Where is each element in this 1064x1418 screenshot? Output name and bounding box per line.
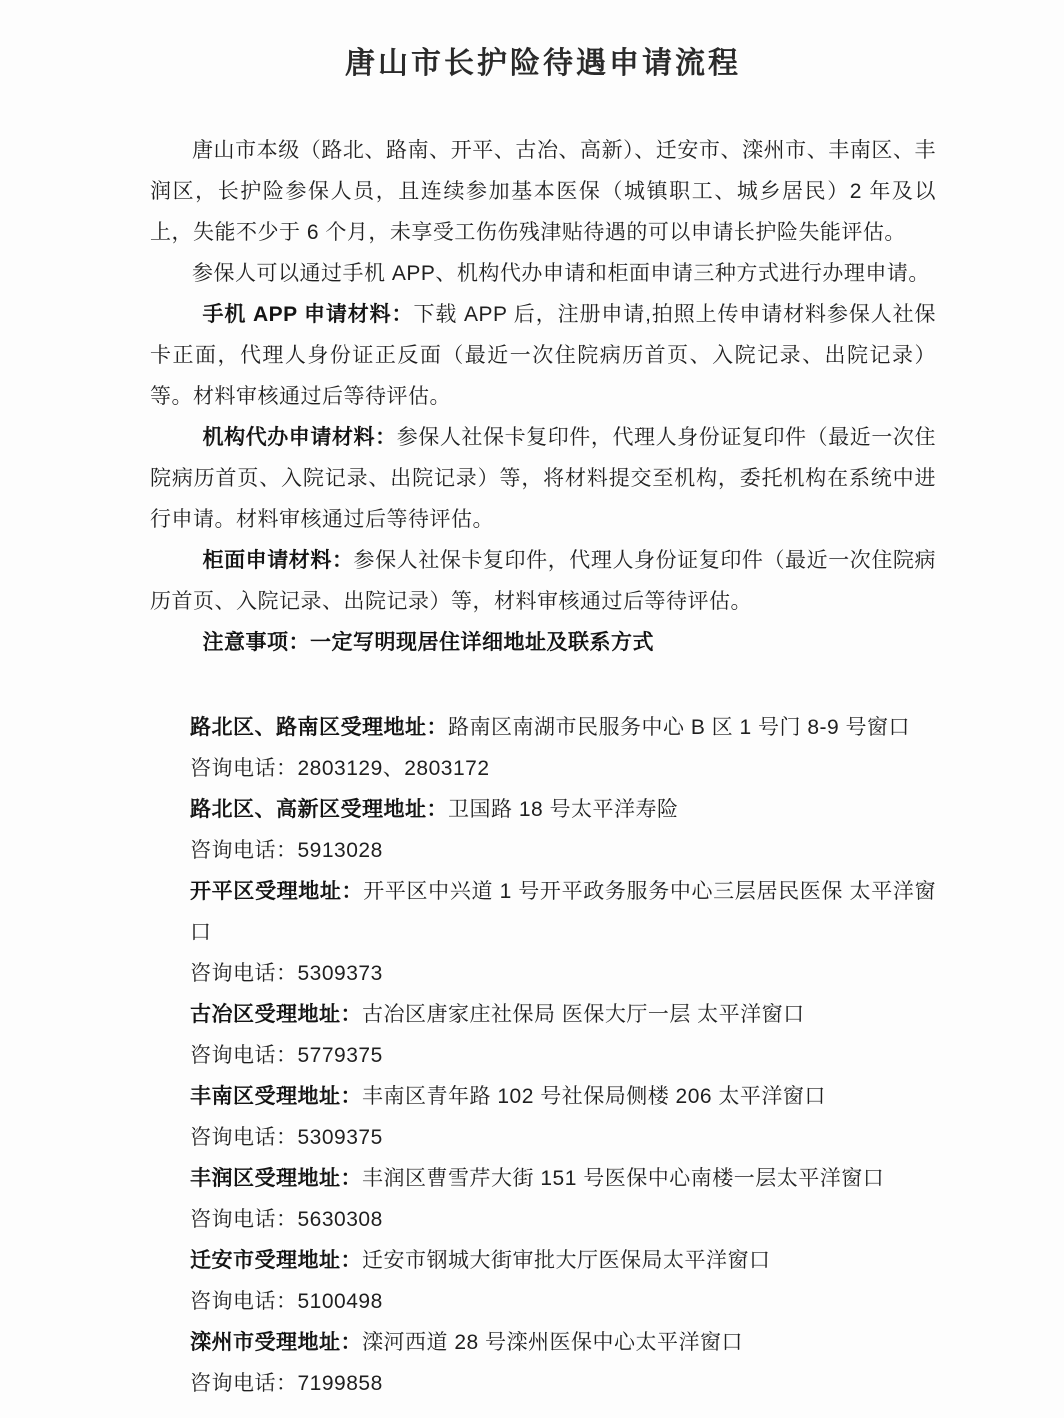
phone-label: 咨询电话： bbox=[190, 1290, 298, 1313]
phone-label: 咨询电话： bbox=[190, 1208, 298, 1231]
methods-paragraph: 参保人可以通过手机 APP、机构代办申请和柜面申请三种方式进行办理申请。 bbox=[192, 262, 930, 285]
locations-list bbox=[150, 707, 936, 1404]
location-label: 路北区、路南区受理地址： bbox=[190, 716, 448, 739]
location-address: 丰南区青年路 102 号社保局侧楼 206 太平洋窗口 bbox=[362, 1085, 826, 1108]
phone-label: 咨询电话： bbox=[190, 1372, 298, 1395]
phone-label: 咨询电话： bbox=[190, 757, 298, 780]
location-address: 滦河西道 28 号滦州医保中心太平洋窗口 bbox=[362, 1331, 744, 1354]
location-label: 丰南区受理地址： bbox=[190, 1085, 362, 1108]
location-address: 路南区南湖市民服务中心 B 区 1 号门 8-9 号窗口 bbox=[448, 716, 911, 739]
location-label: 路北区、高新区受理地址： bbox=[190, 798, 448, 821]
location-label: 迁安市受理地址： bbox=[190, 1249, 362, 1272]
location-label: 滦州市受理地址： bbox=[190, 1331, 362, 1354]
intro-paragraph: 唐山市本级（路北、路南、开平、古冶、高新）、迁安市、滦州市、丰南区、丰润区，长护险参保人员，且连续参加基本医保（城镇职工、城乡居民）2 年及以上，失能不少于 6 个月，未享受工伤伤残津贴待遇的可以申请长护险失能评估。 bbox=[150, 139, 936, 244]
location-label: 古冶区受理地址： bbox=[190, 1003, 362, 1026]
location-address: 开平区中兴道 1 号开平政务服务中心三层居民医保 太平洋窗口 bbox=[190, 880, 936, 944]
phone-label: 咨询电话： bbox=[190, 1044, 298, 1067]
phone-number: 2803129、2803172 bbox=[297, 757, 490, 780]
phone-number: 5309373 bbox=[297, 962, 383, 985]
location-address: 古冶区唐家庄社保局 医保大厅一层 太平洋窗口 bbox=[362, 1003, 805, 1026]
phone-label: 咨询电话： bbox=[190, 1126, 298, 1149]
location-item bbox=[190, 1322, 936, 1404]
phone-number: 5100498 bbox=[297, 1290, 383, 1313]
location-item bbox=[190, 1076, 936, 1158]
agency-materials-paragraph bbox=[150, 417, 936, 540]
counter-materials-text: 参保人社保卡复印件，代理人身份证复印件（最近一次住院病历首页、入院记录、出院记录）等，材料审核通过后等待评估。 bbox=[150, 549, 936, 613]
phone-number: 7199858 bbox=[297, 1372, 383, 1395]
page-title: 唐山市长护险待遇申请流程 bbox=[345, 47, 741, 80]
location-item bbox=[190, 707, 936, 789]
location-label: 丰润区受理地址： bbox=[190, 1167, 362, 1190]
notice-line: 注意事项：一定写明现居住详细地址及联系方式 bbox=[202, 631, 654, 654]
phone-number: 5630308 bbox=[297, 1208, 383, 1231]
location-address: 丰润区曹雪芹大街 151 号医保中心南楼一层太平洋窗口 bbox=[362, 1167, 885, 1190]
location-label: 开平区受理地址： bbox=[190, 880, 364, 903]
location-item bbox=[190, 1158, 936, 1240]
location-address: 迁安市钢城大街审批大厅医保局太平洋窗口 bbox=[362, 1249, 771, 1272]
counter-materials-paragraph bbox=[150, 540, 936, 622]
counter-materials-label: 柜面申请材料： bbox=[202, 549, 354, 572]
document-body bbox=[150, 130, 936, 1404]
location-address: 卫国路 18 号太平洋寿险 bbox=[448, 798, 679, 821]
phone-label: 咨询电话： bbox=[190, 962, 298, 985]
location-item bbox=[190, 789, 936, 871]
phone-number: 5779375 bbox=[297, 1044, 383, 1067]
location-item bbox=[190, 871, 936, 994]
app-materials-label: 手机 APP 申请材料： bbox=[202, 303, 414, 326]
phone-number: 5309375 bbox=[297, 1126, 383, 1149]
phone-number: 5913028 bbox=[297, 839, 383, 862]
phone-label: 咨询电话： bbox=[190, 839, 298, 862]
location-item bbox=[190, 1240, 936, 1322]
app-materials-text: 下载 APP 后，注册申请,拍照上传申请材料参保人社保卡正面，代理人身份证正反面（最近一次住院病历首页、入院记录、出院记录）等。材料审核通过后等待评估。 bbox=[150, 303, 936, 408]
agency-materials-text: 参保人社保卡复印件，代理人身份证复印件（最近一次住院病历首页、入院记录、出院记录）等，将材料提交至机构，委托机构在系统中进行申请。材料审核通过后等待评估。 bbox=[150, 426, 937, 531]
location-item bbox=[190, 994, 936, 1076]
app-materials-paragraph bbox=[150, 294, 936, 417]
agency-materials-label: 机构代办申请材料： bbox=[202, 426, 397, 449]
